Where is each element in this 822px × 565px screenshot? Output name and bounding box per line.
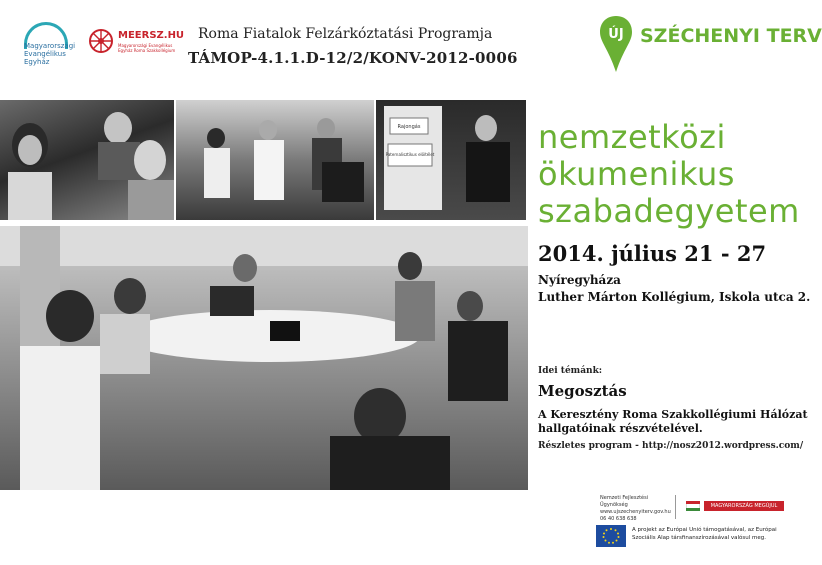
classroom-photo [0, 226, 528, 490]
event-date: 2014. július 21 - 27 [538, 241, 767, 266]
program-code: TÁMOP-4.1.1.D-12/2/KONV-2012-0006 [188, 49, 518, 67]
musicians-photo [176, 100, 374, 220]
partner-line-1: A Keresztény Roma Szakkollégiumi Hálózat [538, 408, 808, 421]
nfu-website: www.ujszechenyiterv.gov.hu [600, 509, 671, 515]
whiteboard-text-2: Paternalisztikus elöítélet [385, 152, 435, 157]
program-title: Roma Fiatalok Felzárkóztatási Programja [198, 26, 493, 42]
evangelical-church-logo [18, 22, 80, 66]
event-venue: Luther Márton Kollégium, Iskola utca 2. [538, 290, 811, 304]
event-theme: Megosztás [538, 382, 627, 400]
nfu-info [600, 495, 676, 523]
roma-wheel-icon [88, 28, 114, 54]
group-photo [0, 100, 174, 220]
event-city: Nyíregyháza [538, 273, 621, 287]
program-details-link[interactable]: Részletes program - http://nosz2012.wordpress.com/ [538, 441, 804, 451]
meersz-subtitle: Magyarországi Evangélikus Egyház Roma Szakkollégium [118, 43, 176, 53]
partner-line-2: hallgatóinak részvételével. [538, 422, 703, 435]
event-title-line-3: szabadegyetem [538, 192, 800, 230]
presenter-photo [376, 100, 526, 220]
meersz-logo [88, 28, 188, 62]
event-title-line-1: nemzetközi [538, 118, 726, 156]
nfu-name: Nemzeti Fejlesztési Ügynökség [600, 495, 649, 508]
event-title-line-2: ökumenikus [538, 155, 735, 193]
szechenyi-pin-icon [598, 14, 634, 74]
plan-prefix: ÚJ [608, 27, 624, 42]
evangelical-logo-text: Magyarországi Evangélikus Egyház [24, 42, 76, 66]
eu-funding-text: A projekt az Európai Unió támogatásával, az Európai Szociális Alap társfinanszírozásával valósul meg. [632, 527, 777, 541]
szechenyi-plan-name: SZÉCHENYI TERV [640, 25, 822, 47]
eu-flag-icon [596, 525, 626, 547]
meersz-title: MEERSZ.HU [118, 30, 185, 41]
whiteboard-text-1: Rajongás [397, 124, 421, 130]
nfu-phone: 06 40 638 638 [600, 516, 637, 522]
hungary-slogan: MAGYARORSZÁG MEGÚJUL [704, 501, 784, 511]
footer-divider [675, 495, 676, 519]
themes-label: Idei témánk: [538, 366, 603, 376]
hungarian-flag-icon [686, 501, 700, 511]
